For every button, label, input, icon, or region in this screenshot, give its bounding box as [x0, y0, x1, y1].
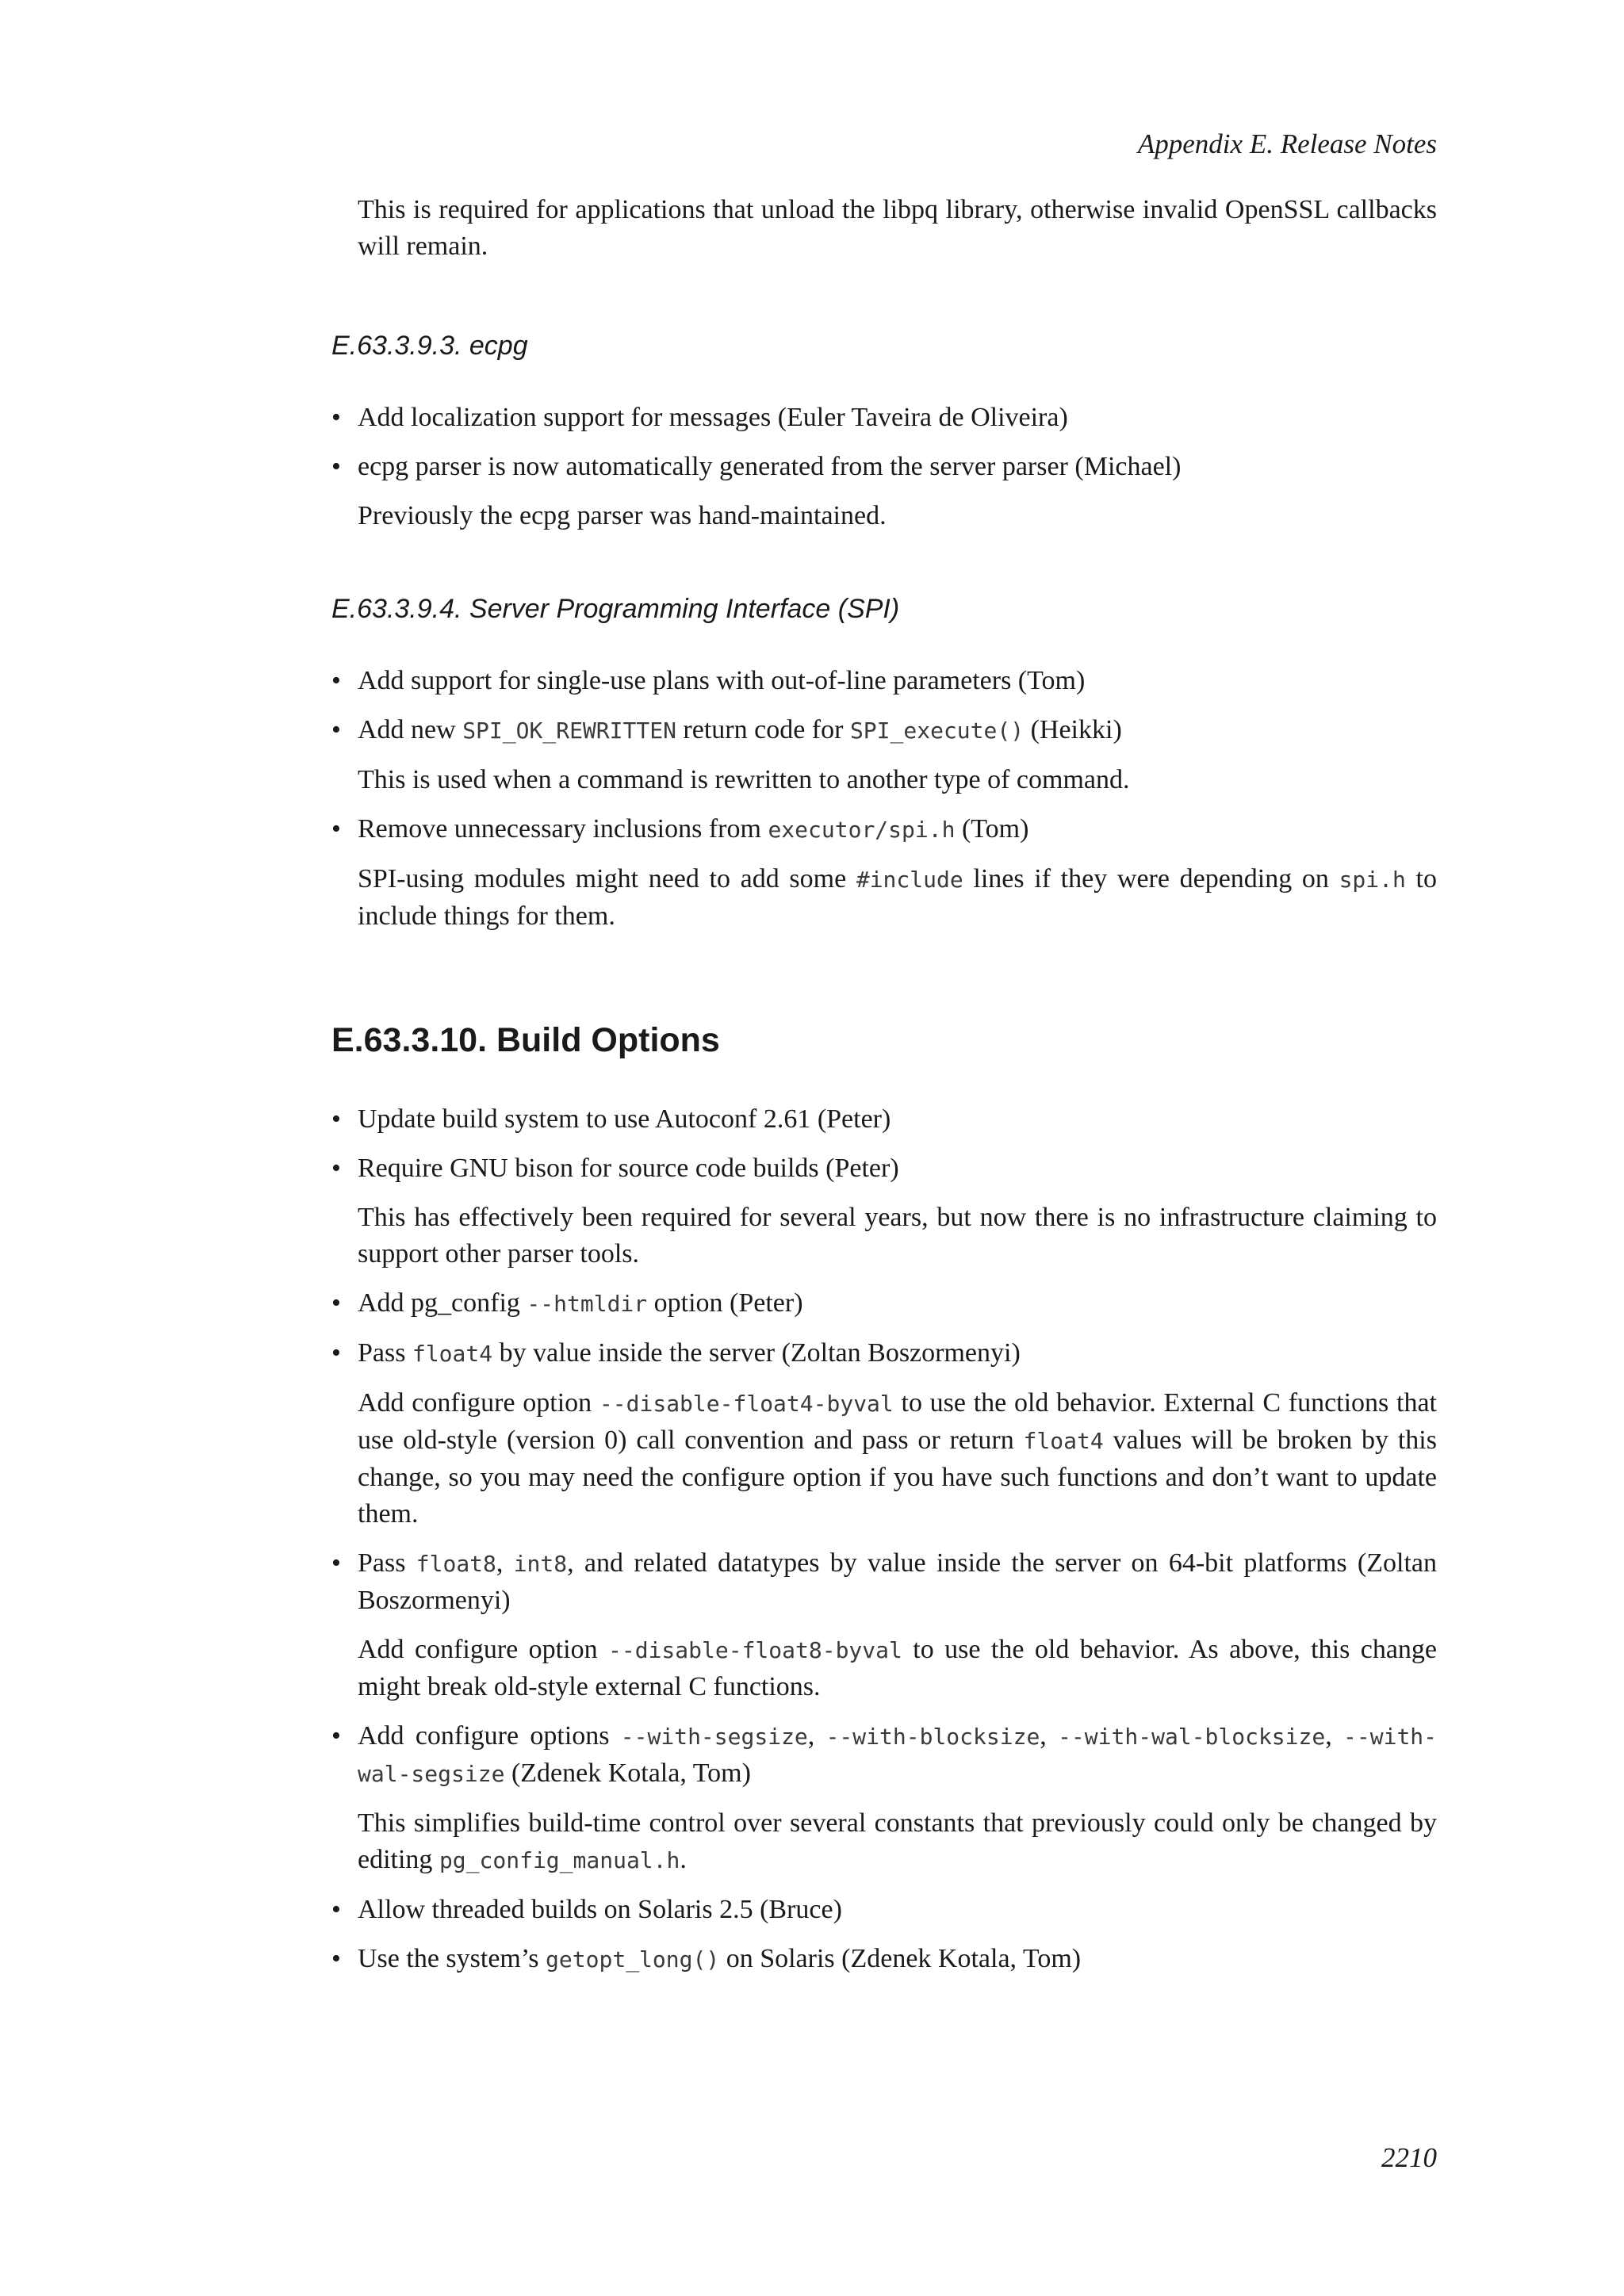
code-with-wal-segsize: --with-wal-segsize	[358, 1724, 1438, 1787]
text-run: .	[680, 1845, 687, 1874]
text-run: Add configure option	[358, 1388, 599, 1418]
ecpg-list	[331, 400, 1437, 534]
text-run: by value inside the server (Zoltan Boszormenyi)	[492, 1338, 1021, 1368]
code-with-segsize: --with-segsize	[620, 1724, 808, 1750]
text-run: on Solaris (Zdenek Kotala, Tom)	[719, 1944, 1082, 1973]
text-run: ,	[496, 1548, 514, 1578]
item-note	[358, 1632, 1437, 1705]
code-pg-config-manual-h: pg_config_manual.h	[439, 1847, 680, 1873]
text-run: option (Peter)	[647, 1288, 803, 1318]
build-options-list	[331, 1101, 1437, 1978]
code-float4: float4	[1023, 1428, 1104, 1454]
text-run: ,	[1325, 1721, 1344, 1751]
list-item	[331, 1150, 1437, 1272]
list-item	[331, 663, 1437, 699]
item-text: Require GNU bison for source code builds (Peter)	[358, 1154, 899, 1183]
text-run: return code for	[676, 715, 850, 744]
bullet-icon: •	[331, 666, 341, 695]
item-text	[358, 1718, 1437, 1793]
text-run: This simplifies build-time control over several constants that previously could only be changed by editing	[358, 1808, 1437, 1874]
text-run: (Heikki)	[1024, 715, 1122, 744]
item-text	[358, 1941, 1437, 1978]
spi-heading: E.63.3.9.4. Server Programming Interface (SPI)	[331, 594, 900, 624]
bullet-icon: •	[331, 1721, 341, 1751]
item-text	[358, 811, 1437, 848]
code-float4: float4	[412, 1341, 493, 1367]
bullet-icon: •	[331, 1548, 341, 1578]
item-note: This has effectively been required for several years, but now there is no infrastructure claiming to support other parser tools.	[358, 1203, 1437, 1269]
item-text: Update build system to use Autoconf 2.61 (Peter)	[358, 1104, 891, 1134]
bullet-icon: •	[331, 715, 341, 744]
text-run: lines if they were depending on	[963, 864, 1339, 894]
build-options-heading: E.63.3.10. Build Options	[331, 1021, 720, 1059]
text-run: Add new	[358, 715, 463, 744]
bullet-icon: •	[331, 452, 341, 481]
text-run: Pass	[358, 1548, 416, 1578]
bullet-icon: •	[331, 1895, 341, 1924]
code-with-wal-blocksize: --with-wal-blocksize	[1058, 1724, 1326, 1750]
item-text: Allow threaded builds on Solaris 2.5 (Bruce)	[358, 1895, 842, 1924]
text-run: to include things for them.	[358, 864, 1437, 931]
text-run: (Tom)	[955, 814, 1029, 844]
code-getopt-long: getopt_long()	[546, 1946, 720, 1973]
text-run: (Zdenek Kotala, Tom)	[504, 1758, 751, 1788]
text-run: Remove unnecessary inclusions from	[358, 814, 768, 844]
bullet-icon: •	[331, 1338, 341, 1368]
page-number: 2210	[1381, 2142, 1437, 2173]
list-item	[331, 1545, 1437, 1705]
code-disable-float8-byval: --disable-float8-byval	[608, 1637, 902, 1663]
item-text	[358, 1545, 1437, 1619]
list-item	[331, 1941, 1437, 1978]
item-note: This is used when a command is rewritten to another type of command.	[358, 765, 1130, 794]
code-float8: float8	[416, 1551, 496, 1577]
item-text	[358, 1285, 1437, 1322]
item-text: Add localization support for messages (Euler Taveira de Oliveira)	[358, 403, 1068, 432]
item-note	[358, 861, 1437, 935]
list-item	[331, 1892, 1437, 1928]
text-run: Add configure options	[358, 1721, 621, 1751]
bullet-icon: •	[331, 1104, 341, 1134]
bullet-icon: •	[331, 1944, 341, 1973]
code-htmldir: --htmldir	[527, 1291, 648, 1317]
page-content	[331, 192, 1437, 1978]
text-run: SPI-using modules might need to add some	[358, 864, 856, 894]
list-item	[331, 1718, 1437, 1879]
text-run: to use the old behavior. As above, this change might break old-style external C functions.	[358, 1635, 1437, 1701]
bullet-icon: •	[331, 1288, 341, 1318]
text-run: to use the old behavior. External C functions that use old-style (version 0) call convention and pass or return	[358, 1388, 1437, 1455]
list-item	[331, 1335, 1437, 1533]
list-item	[331, 1101, 1437, 1138]
bullet-icon: •	[331, 403, 341, 432]
list-item	[331, 400, 1437, 436]
item-text: Add support for single-use plans with out-of-line parameters (Tom)	[358, 666, 1086, 695]
text-run: Add configure option	[358, 1635, 608, 1664]
code-spi-ok-rewritten: SPI_OK_REWRITTEN	[462, 718, 676, 744]
code-int8: int8	[513, 1551, 568, 1577]
code-spi-execute: SPI_execute()	[849, 718, 1025, 744]
code-with-blocksize: --with-blocksize	[825, 1724, 1040, 1750]
text-run: ,	[807, 1721, 826, 1751]
list-item	[331, 712, 1437, 798]
item-text: ecpg parser is now automatically generated from the server parser (Michael)	[358, 452, 1182, 481]
list-item	[331, 811, 1437, 935]
code-executor-spi-h: executor/spi.h	[768, 817, 956, 843]
item-note: Previously the ecpg parser was hand-maintained.	[358, 501, 887, 530]
text-run: ,	[1040, 1721, 1059, 1751]
code-include: #include	[856, 867, 963, 893]
text-run: , and related datatypes by value inside the server on 64-bit platforms (Zoltan Boszormenyi)	[358, 1548, 1437, 1615]
code-disable-float4-byval: --disable-float4-byval	[599, 1391, 894, 1417]
text-run: values will be broken by this change, so you may need the configure option if you have such functions and don’t want to update them.	[358, 1425, 1437, 1529]
item-text	[358, 1335, 1437, 1372]
intro-paragraph: This is required for applications that unload the libpq library, otherwise invalid OpenSSL callbacks will remain.	[358, 195, 1437, 261]
item-note	[358, 1385, 1437, 1533]
code-spi-h: spi.h	[1339, 867, 1406, 893]
running-header: Appendix E. Release Notes	[1137, 128, 1437, 159]
item-text	[358, 712, 1437, 749]
text-run: Add pg_config	[358, 1288, 527, 1318]
list-item	[331, 1285, 1437, 1322]
ecpg-heading: E.63.3.9.3. ecpg	[331, 331, 528, 361]
text-run: Use the system’s	[358, 1944, 546, 1973]
item-note	[358, 1805, 1437, 1879]
bullet-icon: •	[331, 814, 341, 844]
spi-list	[331, 663, 1437, 935]
text-run: Pass	[358, 1338, 412, 1368]
bullet-icon: •	[331, 1154, 341, 1183]
list-item	[331, 449, 1437, 534]
